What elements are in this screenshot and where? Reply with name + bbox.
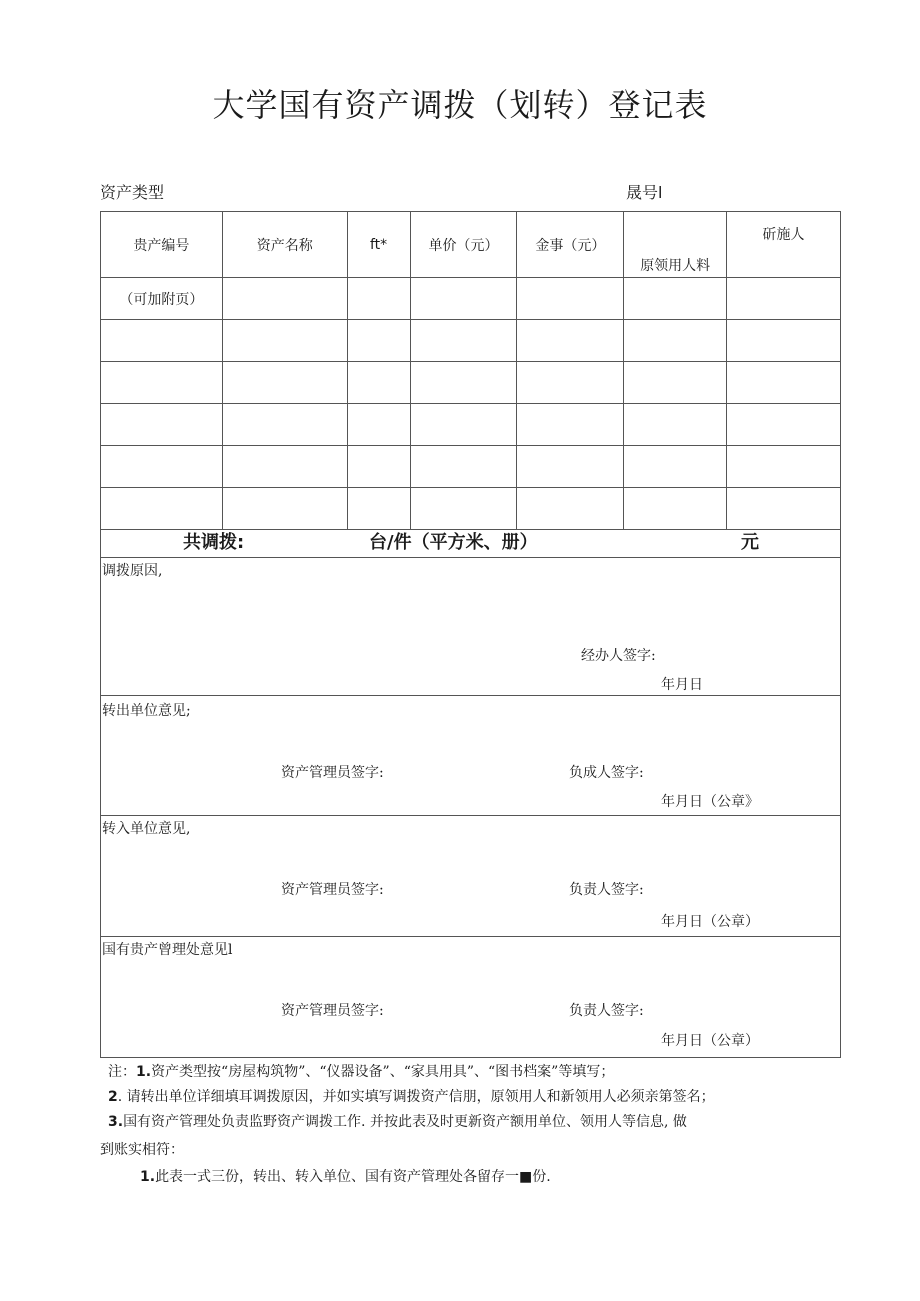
- in-date[interactable]: 年月日（公章）: [661, 914, 759, 930]
- table-cell[interactable]: [727, 404, 841, 446]
- note-1-text: 资产类型按“房屋构筑物”、“仪器设备”、“家具用具”、“图书档案”等填写；: [151, 1064, 615, 1080]
- table-cell[interactable]: [347, 320, 410, 362]
- note-2-text: . 请转出单位详细填耳调拨原因，并如实填写调拨资产信朋，原领用人和新领用人必须亲第签名；: [117, 1089, 715, 1105]
- in-leader-signature[interactable]: 负责人签字:: [569, 882, 644, 898]
- table-row: [101, 362, 841, 404]
- table-cell[interactable]: [410, 278, 517, 320]
- page-title: 大学国有资产调拨（划转）登记表: [212, 86, 708, 124]
- note-2: [108, 1086, 715, 1106]
- table-cell[interactable]: [624, 404, 727, 446]
- reason-section: [100, 558, 841, 696]
- table-header-row: [101, 212, 841, 278]
- total-unit: 台/件（平方米、册）: [369, 532, 538, 553]
- table-cell[interactable]: [101, 404, 223, 446]
- table-cell[interactable]: [101, 446, 223, 488]
- header-new-user: 斫施人: [727, 212, 841, 278]
- note-3: [108, 1111, 687, 1131]
- table-cell[interactable]: [347, 404, 410, 446]
- asset-table: [100, 211, 841, 530]
- state-date[interactable]: 年月日（公章）: [661, 1033, 759, 1049]
- table-row: [101, 320, 841, 362]
- table-cell[interactable]: [347, 278, 410, 320]
- table-cell[interactable]: [222, 278, 347, 320]
- out-unit-section: [100, 696, 841, 816]
- table-cell[interactable]: [517, 362, 624, 404]
- header-original-user: 原领用人料: [624, 212, 727, 278]
- in-unit-label: 转入单位意见,: [102, 821, 191, 837]
- note-prefix: 注：: [108, 1064, 136, 1080]
- note-4-number: 1.: [140, 1169, 156, 1185]
- total-section: [100, 516, 841, 558]
- total-currency: 元: [741, 532, 759, 553]
- note-1-number: 1.: [136, 1064, 152, 1080]
- total-label: 共调拨:: [183, 532, 245, 553]
- table-cell[interactable]: [517, 446, 624, 488]
- table-cell[interactable]: [222, 362, 347, 404]
- out-leader-signature[interactable]: 负成人签字:: [569, 765, 644, 781]
- note-3-text: 国有资产管理处负责监野资产调拨工作. 并按此表及时更新资产额用单位、领用人等信息, 做: [123, 1114, 687, 1130]
- header-quantity: ft*: [347, 212, 410, 278]
- attachment-note: （可加附页）: [101, 278, 223, 320]
- in-admin-signature[interactable]: 资产管理员签字:: [281, 882, 384, 898]
- note-2-number: 2: [108, 1089, 118, 1105]
- table-cell[interactable]: [410, 362, 517, 404]
- table-cell[interactable]: [727, 278, 841, 320]
- reason-date[interactable]: 年月日: [661, 677, 703, 693]
- table-cell[interactable]: [410, 404, 517, 446]
- note-3-number: 3.: [108, 1114, 124, 1130]
- table-cell[interactable]: [727, 446, 841, 488]
- in-unit-section: [100, 816, 841, 937]
- asset-type-label: 资产类型: [100, 183, 165, 202]
- state-office-section: [100, 937, 841, 1058]
- state-office-label: 国有贵产曾理处意见l: [102, 942, 233, 958]
- table-cell[interactable]: [517, 320, 624, 362]
- state-admin-signature[interactable]: 资产管理员签字:: [281, 1003, 384, 1019]
- note-1: [108, 1061, 614, 1081]
- table-cell[interactable]: [410, 320, 517, 362]
- table-cell[interactable]: [624, 278, 727, 320]
- table-cell[interactable]: [624, 446, 727, 488]
- note-3-continued: 到账实相符：: [100, 1142, 184, 1158]
- table-cell[interactable]: [517, 404, 624, 446]
- header-asset-name: 资产名称: [222, 212, 347, 278]
- header-unit-price: 单价（元）: [410, 212, 517, 278]
- note-4-text: 此表一式三份，转出、转入单位、国有资产管理处各留存一■份.: [155, 1169, 551, 1185]
- table-cell[interactable]: [410, 446, 517, 488]
- state-leader-signature[interactable]: 负责人签字:: [569, 1003, 644, 1019]
- reason-label: 调拨原因,: [102, 563, 163, 579]
- table-cell[interactable]: [222, 446, 347, 488]
- table-cell[interactable]: [727, 320, 841, 362]
- table-cell[interactable]: [347, 446, 410, 488]
- note-4: [140, 1166, 551, 1186]
- header-asset-id: 贵产编号: [101, 212, 223, 278]
- table-cell[interactable]: [101, 320, 223, 362]
- header-amount: 金事（元）: [517, 212, 624, 278]
- table-row: [101, 404, 841, 446]
- out-admin-signature[interactable]: 资产管理员签字:: [281, 765, 384, 781]
- table-row: [101, 278, 841, 320]
- table-cell[interactable]: [624, 320, 727, 362]
- table-cell[interactable]: [222, 320, 347, 362]
- handler-signature[interactable]: 经办人签字:: [581, 648, 656, 664]
- table-cell[interactable]: [222, 404, 347, 446]
- table-cell[interactable]: [517, 278, 624, 320]
- table-cell[interactable]: [347, 362, 410, 404]
- table-cell[interactable]: [101, 362, 223, 404]
- table-row: [101, 446, 841, 488]
- table-cell[interactable]: [727, 362, 841, 404]
- out-date[interactable]: 年月日（公章》: [661, 794, 759, 810]
- serial-label: 晟号l: [626, 183, 663, 202]
- out-unit-label: 转出单位意见;: [102, 703, 191, 719]
- table-cell[interactable]: [624, 362, 727, 404]
